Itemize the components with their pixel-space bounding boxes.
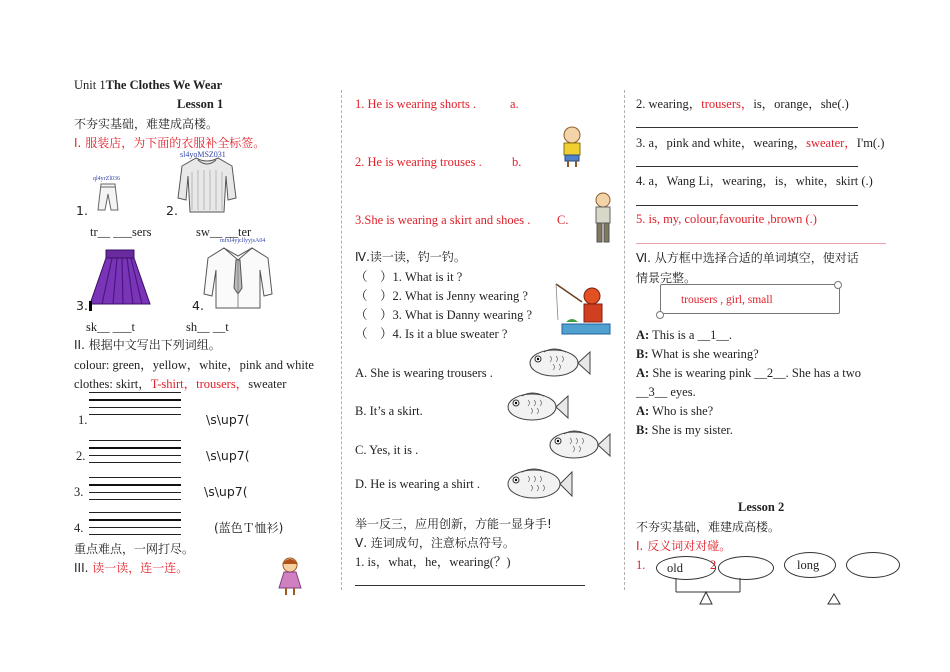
boy-trousers-picture <box>590 192 616 244</box>
answer-d: D. He is wearing a shirt . <box>355 477 480 491</box>
section-3-title: III. 读一读，连一连。 <box>74 561 189 575</box>
item-number: 4. <box>192 298 204 313</box>
match-letter-a: a. <box>510 97 519 111</box>
match-sentence-2: 2. He is wearing trouses . <box>355 155 482 169</box>
skirt-picture <box>86 248 154 308</box>
sentence-5: 5. is, my, colour,favourite ,brown (.) <box>636 212 817 226</box>
question-1: （ ）1. What is it ? <box>355 270 463 284</box>
dialogue-line-5: B: She is my sister. <box>636 423 733 437</box>
field-code: \s\up7( <box>204 484 248 499</box>
section-6-title: Ⅵ. 从方框中选择合适的单词填空，使对话 <box>636 251 859 265</box>
trousers-image-code: ql4yrZl036 <box>93 176 120 182</box>
motto: 不夯实基础，难建成高楼。 <box>636 520 781 534</box>
shirt-picture <box>202 244 274 312</box>
row-number: 4. <box>74 521 84 535</box>
fish-icon <box>540 426 612 464</box>
answer-c: C. Yes, it is . <box>355 443 419 457</box>
word-blank-trousers[interactable]: tr__ ___sers <box>90 225 152 239</box>
question-4: （ ）4. Is it a blue sweater ? <box>355 327 508 341</box>
word-blank-skirt[interactable]: sk__ ___t <box>86 320 135 334</box>
answer-line[interactable] <box>355 585 585 586</box>
word-balloon-left: old <box>656 556 716 580</box>
writing-lines <box>89 477 181 506</box>
scroll-curl <box>834 281 842 289</box>
answer-a: A. She is wearing trousers . <box>355 366 493 380</box>
colour-word-list: colour: green，yellow，white，pink and white <box>74 358 314 372</box>
dialogue-line-4: A: Who is she? <box>636 404 714 418</box>
row-number: 3. <box>74 485 84 499</box>
question-3: （ ）3. What is Danny wearing ? <box>355 308 533 322</box>
pair-number: 1. <box>636 558 646 572</box>
writing-lines <box>89 512 181 541</box>
word-blank-sweater[interactable]: sw__ __ter <box>196 225 252 239</box>
row-number: 1. <box>78 413 88 427</box>
motto: 不夯实基础，难建成高楼。 <box>74 117 219 131</box>
item-number: 2. <box>166 203 178 218</box>
writing-lines <box>89 392 181 421</box>
shirt-image-code: mfxl4yjcllyyjsA04 <box>220 238 266 244</box>
word-balloon-right[interactable] <box>846 552 900 578</box>
fishing-cat-picture <box>552 276 614 338</box>
row-number: 2. <box>76 449 86 463</box>
word-box <box>660 284 840 314</box>
pair-number: 2 <box>710 558 717 572</box>
dialogue-line-3-cont: __3__ eyes. <box>636 385 696 399</box>
answer-line[interactable] <box>636 127 858 128</box>
dialogue-line-3: A: She is wearing pink __2__. She has a two <box>636 366 861 380</box>
item-number: 3. <box>76 298 92 314</box>
field-code: \s\up7( <box>206 412 250 427</box>
sweater-image-code: sl4yoMSZ031 <box>180 150 226 159</box>
question-2: （ ）2. What is Jenny wearing ? <box>355 289 528 303</box>
field-code: \s\up7( <box>206 448 250 463</box>
sentence-4: 4. a，Wang Li，wearing，is，white，skirt (.) <box>636 174 873 188</box>
writing-lines <box>89 440 181 469</box>
boy-shorts-picture <box>556 126 588 168</box>
answer-line[interactable] <box>636 205 858 206</box>
sentence-2: 2. wearing，trousers，is，orange，she(.) <box>636 97 849 111</box>
section-7-title: Ⅰ. 反义词对对碰。 <box>636 539 732 553</box>
motto: 举一反三，应用创新，方能一显身手! <box>355 517 552 531</box>
motto: 重点难点，一网打尽。 <box>74 542 195 556</box>
section-1-title: Ⅰ. 服装店，为下面的衣服补全标签。 <box>74 136 266 150</box>
dialogue-line-2: B: What is she wearing? <box>636 347 759 361</box>
trousers-picture <box>92 182 124 212</box>
answer-line[interactable] <box>636 166 858 167</box>
word-box-words: trousers , girl, small <box>681 294 773 306</box>
column-divider <box>341 90 342 590</box>
balance-scale-icon <box>670 578 850 606</box>
section-4-title: Ⅳ.读一读，钓一钓。 <box>355 250 466 264</box>
match-sentence-1: 1. He is wearing shorts . <box>355 97 477 111</box>
answer-line[interactable] <box>636 243 886 244</box>
girl-picture <box>276 556 304 596</box>
word-balloon-left: long <box>784 552 836 578</box>
section-2-title: II. 根据中文写出下列词组。 <box>74 338 221 352</box>
clothes-word-list: clothes: skirt，T-shirt，trousers，sweater <box>74 377 287 391</box>
answer-b: B. It’s a skirt. <box>355 404 423 418</box>
fish-icon <box>498 464 574 504</box>
dialogue-line-1: A: This is a __1__. <box>636 328 732 342</box>
fish-icon <box>498 388 570 426</box>
match-letter-c: C. <box>557 213 569 227</box>
lesson-title: Lesson 1 <box>177 97 224 111</box>
lesson-2-title: Lesson 2 <box>738 500 785 514</box>
match-sentence-3: 3.She is wearing a skirt and shoes . <box>355 213 531 227</box>
unit-heading: Unit 1The Clothes We Wear <box>74 78 223 92</box>
sweater-picture <box>176 152 238 216</box>
match-letter-b: b. <box>512 155 522 169</box>
sentence-1: 1. is，what，he，wearing(？) <box>355 555 511 569</box>
word-balloon-right[interactable] <box>718 556 774 580</box>
fish-icon <box>520 344 592 382</box>
word-blank-shirt[interactable]: sh__ __t <box>186 320 229 334</box>
sentence-3: 3. a，pink and white，wearing，sweater，I'm(.) <box>636 136 885 150</box>
row-hint: (蓝色Ｔ恤衫) <box>214 521 284 535</box>
item-number: 1. <box>76 203 88 218</box>
section-5-title: Ⅴ. 连词成句，注意标点符号。 <box>355 536 515 550</box>
section-6-title-cont: 情景完整。 <box>636 271 697 285</box>
scroll-curl <box>656 311 664 319</box>
column-divider <box>624 90 625 590</box>
